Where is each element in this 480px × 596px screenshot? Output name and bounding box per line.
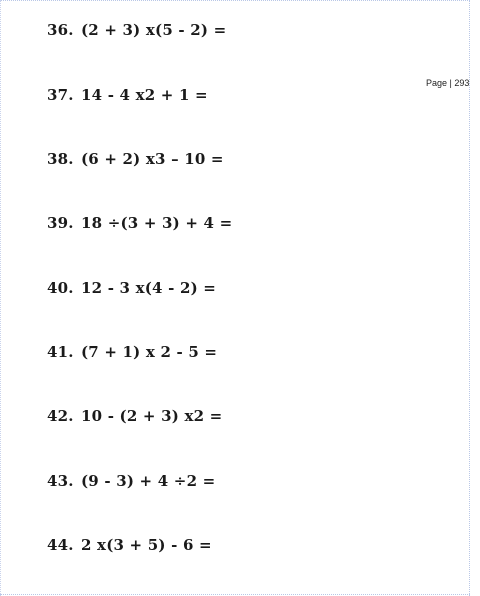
problem-number: 39. (47, 214, 74, 232)
problem-expression: (7 + 1) x 2 - 5 = (81, 343, 218, 361)
problem-36 (47, 21, 226, 39)
problem-38 (47, 150, 224, 168)
problem-44 (47, 536, 212, 554)
problem-number: 36. (47, 21, 74, 39)
page-border-left (0, 0, 1, 596)
problem-number: 37. (47, 86, 74, 104)
problem-42 (47, 407, 222, 425)
problem-number: 41. (47, 343, 74, 361)
problem-39 (47, 214, 232, 232)
problem-41 (47, 343, 217, 361)
page-border-right (469, 0, 470, 596)
problem-expression: 12 - 3 x(4 - 2) = (81, 279, 217, 297)
problem-number: 43. (47, 472, 74, 490)
page-number: Page | 293 (426, 78, 470, 88)
problem-expression: 18 ÷(3 + 3) + 4 = (81, 214, 233, 232)
problem-number: 40. (47, 279, 74, 297)
problem-expression: 14 - 4 x2 + 1 = (81, 86, 208, 104)
page-border-top (0, 0, 470, 1)
problem-expression: 10 - (2 + 3) x2 = (81, 407, 223, 425)
problem-37 (47, 86, 208, 104)
problem-expression: (9 - 3) + 4 ÷2 = (81, 472, 216, 490)
problem-number: 42. (47, 407, 74, 425)
page-border-bottom (0, 594, 470, 595)
problem-expression: (2 + 3) x(5 - 2) = (81, 21, 227, 39)
problem-43 (47, 472, 215, 490)
problem-number: 38. (47, 150, 74, 168)
problem-expression: (6 + 2) x3 – 10 = (81, 150, 224, 168)
problem-expression: 2 x(3 + 5) - 6 = (81, 536, 212, 554)
problem-40 (47, 279, 216, 297)
problem-number: 44. (47, 536, 74, 554)
